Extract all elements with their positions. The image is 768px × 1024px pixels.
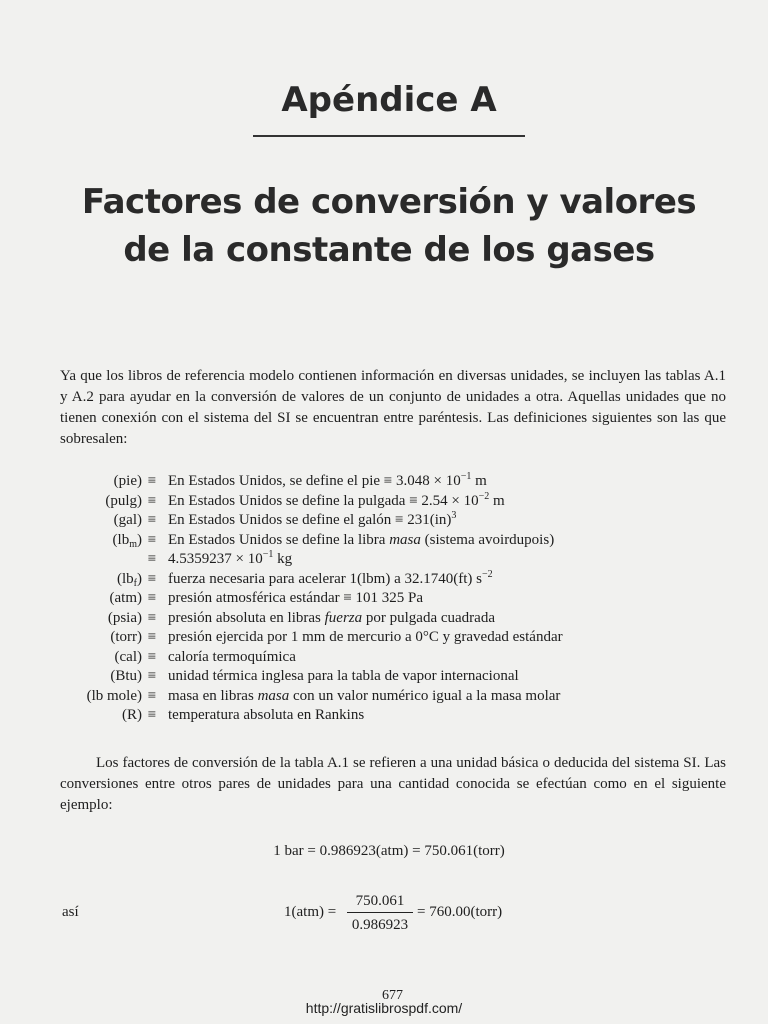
unit-text: ) — [137, 570, 142, 587]
equation-2-rhs: = 760.00(torr) — [417, 904, 503, 920]
definition-text-part: presión atmosférica estándar ≡ 101 325 Pa — [168, 590, 424, 606]
equation-2-lhs: 1(atm) = — [284, 904, 337, 920]
equivalence-symbol: ≡ — [147, 648, 157, 665]
definition-text — [168, 531, 554, 551]
equation-1: 1 bar = 0.986923(atm) = 750.061(torr) — [273, 843, 505, 859]
unit-subscript: m — [129, 538, 137, 550]
definition-row — [0, 706, 768, 726]
equivalence-symbol: ≡ — [147, 492, 157, 509]
equivalence-symbol: ≡ — [147, 512, 157, 528]
definition-unit: (R) — [122, 707, 142, 723]
unit-subscript: f — [133, 577, 137, 589]
equivalence-symbol: ≡ — [147, 473, 157, 489]
chapter-title — [0, 178, 768, 274]
definition-text — [168, 667, 519, 687]
definition-text-part: presión absoluta en libras — [168, 609, 325, 626]
definition-unit: (torr) — [110, 629, 142, 645]
definitions-list — [0, 472, 768, 726]
appendix-title: Apéndice A — [281, 80, 497, 120]
definition-unit: (pulg) — [105, 492, 142, 509]
definition-text — [168, 648, 296, 668]
definition-text-part: En Estados Unidos, se define el pie ≡ 3.048 × 10 — [168, 473, 461, 489]
definition-row — [0, 531, 768, 551]
definition-text-part: kg — [273, 551, 293, 567]
definition-unit: (psia) — [107, 609, 142, 626]
definition-row — [0, 511, 768, 531]
unit-text: (lb — [116, 570, 134, 587]
definition-text — [168, 511, 456, 531]
definition-unit: (cal) — [114, 648, 142, 665]
definition-row — [0, 472, 768, 492]
definition-unit: (pie) — [113, 473, 142, 489]
chapter-title-line-1: Factores de conversión y valores — [81, 182, 697, 222]
equivalence-symbol: ≡ — [147, 668, 157, 684]
chapter-title-line-2: de la constante de los gases — [123, 230, 655, 270]
definition-unit: (gal) — [113, 512, 142, 528]
intro-paragraph: Ya que los libros de referencia modelo contienen información en diversas unidades, se incluyen las tablas A.1 y A.2 para ayudar en la conversión de valores de un conjunto de unidades a otra. Aquellas unidades que no tienen conexión con el sistema del SI se encuentran entre paréntesis. Las definiciones siguientes son las que sobresalen: — [60, 368, 726, 447]
definition-text-part: En Estados Unidos se define la pulgada ≡ 2.54 × 10 — [168, 492, 479, 509]
unit-text: (lb — [112, 531, 130, 548]
equivalence-symbol: ≡ — [147, 570, 157, 587]
definition-unit — [113, 531, 142, 551]
definition-exponent: −2 — [478, 490, 490, 502]
definition-exponent: −1 — [460, 471, 472, 482]
definition-text-part: fuerza necesaria para acelerar 1(lbm) a 32.1740(ft) s — [168, 570, 482, 587]
definition-text — [168, 589, 423, 609]
conversion-paragraph: Los factores de conversión de la tabla A.1 se refieren a una unidad básica o deducida del sistema SI. Las conversiones entre otros pares de unidades para una cantidad conocida se efectúan como en el siguiente ejemplo: — [60, 755, 726, 813]
definition-unit — [117, 570, 142, 590]
definition-text-part: temperatura absoluta en Rankins — [168, 707, 365, 723]
definition-exponent: −1 — [262, 549, 274, 560]
definition-text — [168, 609, 495, 629]
definition-text — [168, 628, 563, 648]
definition-exponent: −2 — [481, 568, 493, 580]
fraction-denominator: 0.986923 — [351, 917, 409, 933]
definition-text — [168, 550, 292, 570]
definition-row — [0, 550, 768, 570]
definition-row — [0, 667, 768, 687]
page-number: 677 — [382, 988, 403, 1003]
equation-2-fraction — [347, 892, 413, 934]
definition-text-part: presión ejercida por 1 mm de mercurio a 0°C y gravedad estándar — [168, 629, 563, 645]
definition-row — [0, 687, 768, 707]
definition-text-part: unidad térmica inglesa para la tabla de vapor internacional — [168, 668, 519, 684]
definition-text-part: En Estados Unidos se define la libra — [168, 531, 390, 548]
definition-text-part: con un valor numérico igual a la masa molar — [289, 687, 561, 704]
definition-unit: (lb mole) — [86, 687, 142, 704]
definition-text — [168, 706, 364, 726]
definition-text-part: por pulgada cuadrada — [362, 609, 495, 626]
definition-text-part: m — [471, 473, 487, 489]
definition-text — [168, 492, 505, 512]
equivalence-symbol: ≡ — [147, 629, 157, 645]
definition-unit: (Btu) — [110, 668, 142, 684]
definition-text-part: caloría termoquímica — [168, 648, 296, 665]
definition-text-part: (sistema avoirdupois) — [420, 531, 555, 548]
definition-text — [168, 687, 560, 707]
equation-2-label: así — [62, 904, 79, 920]
title-rule — [253, 135, 525, 137]
equivalence-symbol: ≡ — [147, 687, 157, 704]
definition-text-part: m — [489, 492, 505, 509]
definition-row — [0, 570, 768, 590]
definition-text-part: masa en libras — [168, 687, 258, 704]
definition-exponent: 3 — [451, 510, 457, 521]
equivalence-symbol: ≡ — [147, 609, 157, 626]
definition-text — [168, 570, 493, 590]
definition-unit: (atm) — [109, 590, 142, 606]
definition-row — [0, 628, 768, 648]
fraction-numerator: 750.061 — [355, 893, 405, 909]
definition-row — [0, 609, 768, 629]
definition-emphasis: masa — [257, 687, 290, 704]
definition-text — [168, 472, 487, 492]
equivalence-symbol: ≡ — [147, 551, 157, 567]
definition-row — [0, 492, 768, 512]
definition-text-part: 4.5359237 × 10 — [168, 551, 263, 567]
watermark-url: http://gratislibrospdf.com/ — [305, 1000, 463, 1016]
definition-row — [0, 589, 768, 609]
equivalence-symbol: ≡ — [147, 707, 157, 723]
definition-emphasis: fuerza — [324, 609, 363, 626]
fraction-bar — [347, 912, 413, 913]
definition-emphasis: masa — [389, 531, 421, 548]
definition-text-part: En Estados Unidos se define el galón ≡ 231(in) — [168, 512, 452, 528]
definition-row — [0, 648, 768, 668]
equivalence-symbol: ≡ — [147, 590, 157, 606]
equivalence-symbol: ≡ — [147, 531, 157, 548]
unit-text: ) — [137, 531, 142, 548]
